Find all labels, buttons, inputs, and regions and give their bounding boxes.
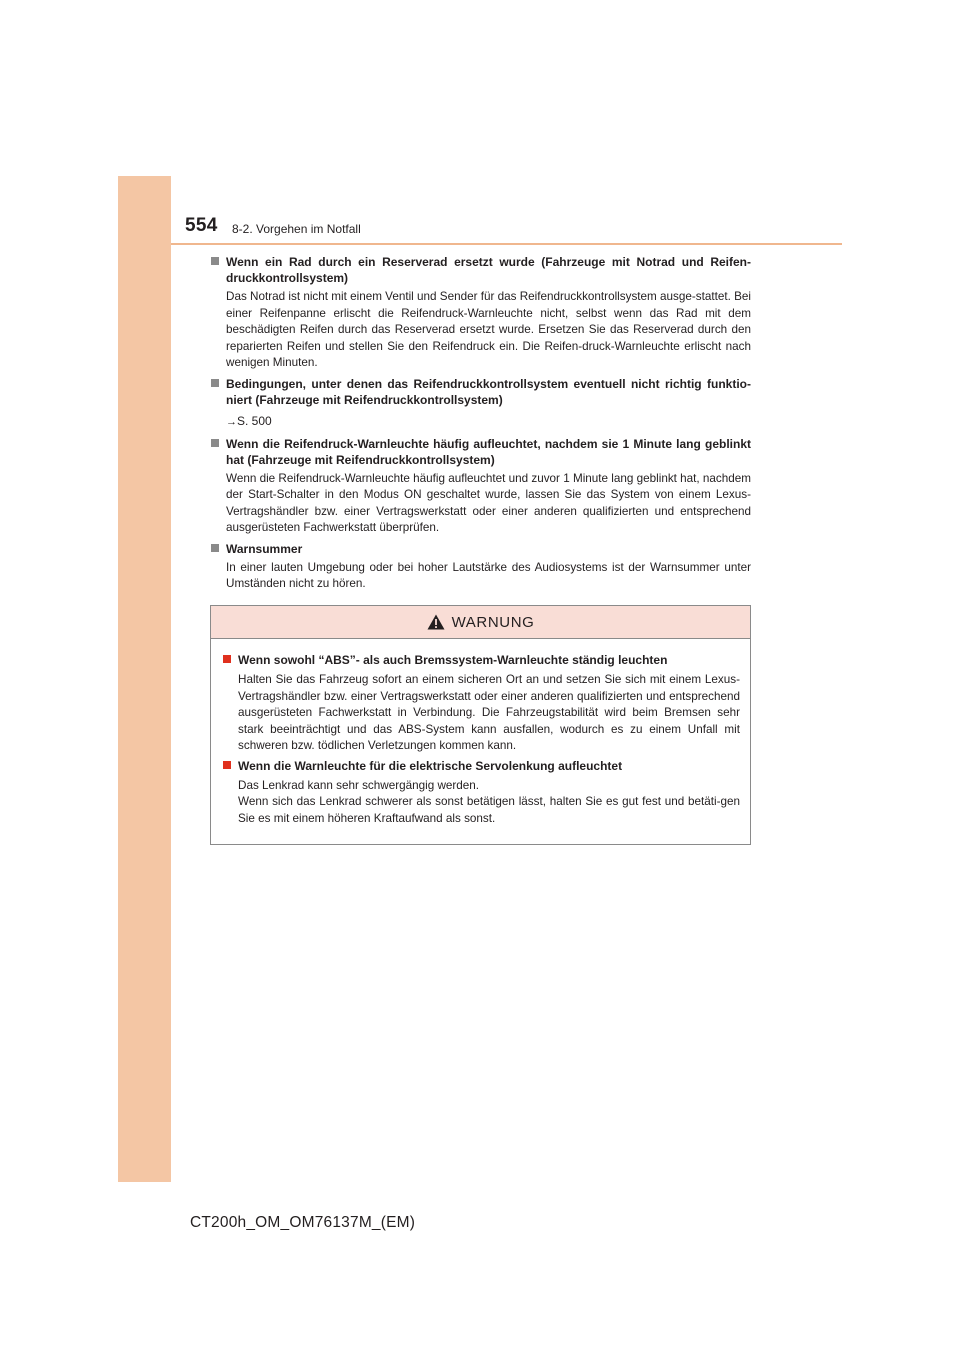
item-title: Wenn die Reifendruck-Warnleuchte häufig aufleuchtet, nachdem sie 1 Minute lang geblinkt hat (Fahrzeuge mit Reifendruckkontrollsystem) xyxy=(226,436,751,467)
square-bullet-icon xyxy=(211,379,219,387)
item-body: In einer lauten Umgebung oder bei hoher Lautstärke des Audiosystems ist der Warnsummer unter Umständen nicht zu hören. xyxy=(226,560,751,590)
warning-item-title: Wenn sowohl “ABS”- als auch Bremssystem-Warnleuchte ständig leuchten xyxy=(238,653,668,667)
square-bullet-icon xyxy=(223,655,231,663)
warning-item-body xyxy=(238,778,740,828)
section-title: 8-2. Vorgehen im Notfall xyxy=(232,222,361,236)
square-bullet-icon xyxy=(211,257,219,265)
warning-item xyxy=(223,652,740,755)
warning-triangle-icon xyxy=(427,614,445,630)
item-title: Warnsummer xyxy=(226,541,303,556)
item-title: Bedingungen, unter denen das Reifendruckkontrollsystem eventuell nicht richtig funktio-niert (Fahrzeuge mit Reifendruckkontrollsystem) xyxy=(226,376,751,407)
warning-item-body-line: Wenn sich das Lenkrad schwerer als sonst betätigen lässt, halten Sie es gut fest und betäti-gen Sie es mit einem höheren Kraftaufwand als sonst. xyxy=(238,795,740,825)
square-bullet-icon xyxy=(211,544,219,552)
list-item xyxy=(211,541,751,593)
list-item xyxy=(211,376,751,430)
warning-box xyxy=(210,605,751,845)
page-reference-text: S. 500 xyxy=(237,413,272,428)
side-tab-band xyxy=(118,176,171,1182)
item-body: Das Notrad ist nicht mit einem Ventil und Sender für das Reifendruckkontrollsystem ausge-stattet. Bei einer Reifenpanne erlischt die Reifendruck-Warnleuchte nicht, selbst wenn das Rad mit dem beschädigten Reifen durch das Reserverad ersetzt wurde. Ersetzen Sie das Reserverad durch den reparierten Reifen und stellen Sie den Reifendruck ein. Die Reifen-druck-Warnleuchte erlischt nach wenigen Minuten. xyxy=(226,290,751,369)
arrow-right-icon: → xyxy=(226,415,237,428)
document-code: CT200h_OM_OM76137M_(EM) xyxy=(190,1214,416,1231)
item-title: Wenn ein Rad durch ein Reserverad ersetzt wurde (Fahrzeuge mit Notrad und Reifen-druckkontrollsystem) xyxy=(226,255,751,285)
warning-item-body-line: Das Lenkrad kann sehr schwergängig werden. xyxy=(238,778,480,792)
list-item xyxy=(211,254,751,372)
list-item xyxy=(211,436,751,537)
warning-content xyxy=(211,639,750,827)
square-bullet-icon xyxy=(223,761,231,769)
warning-item-title: Wenn die Warnleuchte für die elektrische Servolenkung aufleuchtet xyxy=(238,758,623,773)
page-number: 554 xyxy=(185,215,218,236)
warning-item xyxy=(223,758,740,828)
square-bullet-icon xyxy=(211,439,219,447)
main-content xyxy=(211,254,751,597)
warning-title: WARNUNG xyxy=(451,613,535,631)
item-body: Wenn die Reifendruck-Warnleuchte häufig aufleuchtet und zuvor 1 Minute lang geblinkt hat, nachdem der Start-Schalter in den Modus ON geschaltet wurde, lassen Sie das System von einem Lexus-Vertragshändler bzw. einer Vertragswerkstatt oder einer anderen qualifizierten und entsprechend ausgerüsteten Fachwerkstatt überprüfen. xyxy=(226,471,751,534)
page-reference[interactable] xyxy=(226,413,751,430)
warning-header xyxy=(211,606,750,639)
header-rule xyxy=(171,243,842,245)
warning-item-body: Halten Sie das Fahrzeug sofort an einem sicheren Ort an und setzen Sie sich mit einem Lexus-Vertragshändler bzw. einer Vertragswerkstatt oder einer anderen qualifizierten und entsprechend ausgerüsteten Fachwerkstatt in Verbindung. Die Fahrzeugstabilität wird beim Bremsen sehr stark beeinträchtigt und das ABS-System kann ausfallen, wodurch es zu einem Unfall mit schweren bzw. tödlichen Verletzungen kommen kann. xyxy=(238,673,740,752)
